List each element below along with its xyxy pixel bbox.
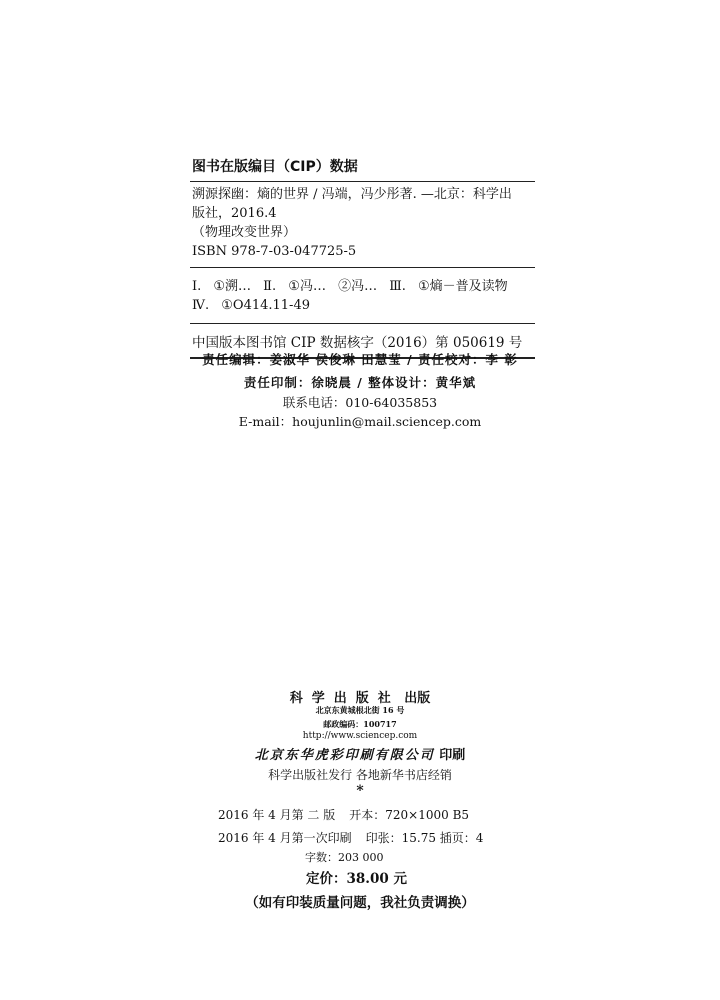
publisher-line bbox=[0, 687, 720, 706]
distribution-line: 科学出版社发行 各地新华书店经销 bbox=[268, 768, 452, 782]
cip-classification bbox=[190, 268, 535, 323]
cip-description-line: 版社，2016.4 bbox=[192, 206, 277, 221]
specs-row-printing bbox=[218, 829, 518, 846]
cip-heading: 图书在版编目（CIP）数据 bbox=[192, 159, 358, 175]
specs-row-edition bbox=[218, 806, 518, 823]
cip-number: 中国版本图书馆 CIP 数据核字（2016）第 050619 号 bbox=[192, 335, 523, 351]
production-line: 责任印制：徐晓晨 / 整体设计：黄华斌 bbox=[243, 375, 477, 390]
sheets-text: 印张：15.75 插页：4 bbox=[365, 831, 484, 845]
format-text: 开本：720×1000 B5 bbox=[349, 808, 470, 822]
cip-classification-line: Ⅳ. ①O414.11-49 bbox=[192, 298, 310, 313]
printing-text: 2016 年 4 月第一次印刷 bbox=[218, 831, 352, 845]
publisher-suffix: 出版 bbox=[404, 691, 431, 706]
publisher-address: 北京东黄城根北街 16 号 bbox=[315, 705, 405, 715]
cip-description bbox=[190, 182, 535, 267]
email-line: E-mail：houjunlin@mail.sciencep.com bbox=[238, 414, 482, 429]
cip-classification-line: Ⅰ. ①溯… Ⅱ. ①冯… ②冯… Ⅲ. ①熵－普及读物 bbox=[192, 279, 508, 294]
editors-line: 责任编辑：姜淑华 侯俊琳 田慧莹 / 责任校对：李 彰 bbox=[202, 352, 518, 367]
quality-note: （如有印装质量问题，我社负责调换） bbox=[245, 895, 475, 911]
price: 定价：38.00 元 bbox=[306, 871, 407, 887]
word-count: 字数：203 000 bbox=[305, 851, 384, 864]
publisher-website: http://www.sciencep.com bbox=[302, 731, 418, 741]
edition-text: 2016 年 4 月第 二 版 bbox=[218, 808, 336, 822]
cip-block bbox=[190, 156, 535, 359]
publisher-name: 科学出版社 bbox=[289, 691, 400, 706]
cip-series: （物理改变世界） bbox=[192, 225, 297, 240]
separator-star: * bbox=[356, 783, 364, 799]
cip-isbn: ISBN 978-7-03-047725-5 bbox=[192, 244, 357, 259]
cip-description-line: 溯源探幽：熵的世界 / 冯端，冯少彤著. —北京：科学出 bbox=[192, 187, 512, 202]
phone-line: 联系电话：010-64035853 bbox=[282, 395, 438, 410]
printer-line bbox=[0, 744, 720, 763]
printer-suffix: 印刷 bbox=[439, 748, 466, 763]
publisher-postcode: 邮政编码：100717 bbox=[323, 719, 397, 729]
printer-name: 北京东华虎彩印刷有限公司 bbox=[254, 748, 435, 763]
